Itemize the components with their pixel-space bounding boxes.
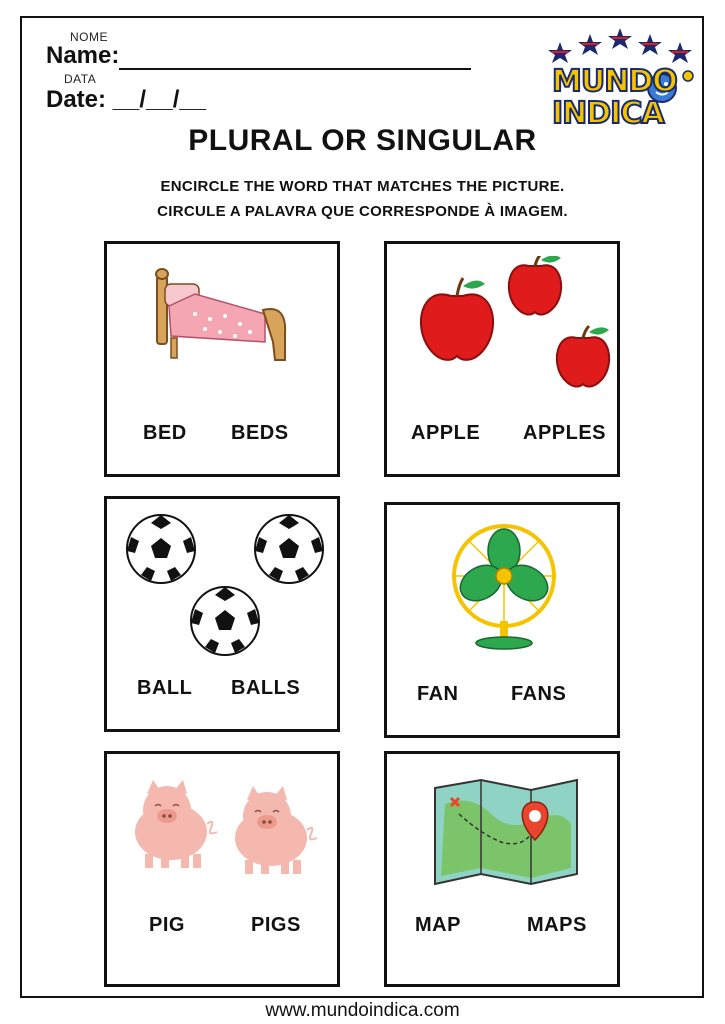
- footer-url[interactable]: www.mundoindica.com: [265, 1000, 460, 1021]
- option-word[interactable]: PIG: [149, 914, 185, 936]
- option-word[interactable]: BALLS: [231, 677, 301, 699]
- name-line[interactable]: [119, 46, 471, 70]
- date-field[interactable]: Date: __/__/__: [46, 86, 207, 113]
- card-apples: [384, 241, 620, 477]
- option-word[interactable]: BED: [143, 422, 187, 444]
- card-fan: [384, 502, 620, 738]
- pigs-icon: [127, 778, 327, 878]
- worksheet-title: PLURAL OR SINGULAR: [188, 124, 537, 157]
- option-word[interactable]: FAN: [417, 683, 459, 705]
- apples-icon: [411, 256, 621, 396]
- card-bed: [104, 241, 340, 477]
- mundo-indica-logo: [548, 24, 708, 134]
- name-label: Name:: [46, 42, 120, 69]
- bed-icon: [155, 264, 290, 364]
- option-word[interactable]: PIGS: [251, 914, 301, 936]
- card-balls: [104, 496, 340, 732]
- card-pigs: [104, 751, 340, 987]
- fan-icon: [449, 521, 559, 651]
- instruction-english: ENCIRCLE THE WORD THAT MATCHES THE PICTURE.: [160, 178, 565, 195]
- option-word[interactable]: MAPS: [527, 914, 587, 936]
- date-small-label: DATA: [64, 72, 97, 86]
- option-word[interactable]: FANS: [511, 683, 567, 705]
- card-map: [384, 751, 620, 987]
- logo-text-line2: INDICA: [552, 96, 664, 131]
- option-word[interactable]: BEDS: [231, 422, 289, 444]
- option-word[interactable]: BALL: [137, 677, 193, 699]
- instruction-portuguese: CIRCULE A PALAVRA QUE CORRESPONDE À IMAGEM.: [157, 203, 568, 220]
- logo-text-line1: MUNDO: [552, 64, 677, 99]
- map-icon: [431, 774, 581, 894]
- option-word[interactable]: MAP: [415, 914, 461, 936]
- option-word[interactable]: APPLE: [411, 422, 481, 444]
- balls-icon: [123, 511, 333, 661]
- option-word[interactable]: APPLES: [523, 422, 607, 444]
- name-small-label: NOME: [70, 30, 108, 44]
- name-field: [46, 42, 471, 70]
